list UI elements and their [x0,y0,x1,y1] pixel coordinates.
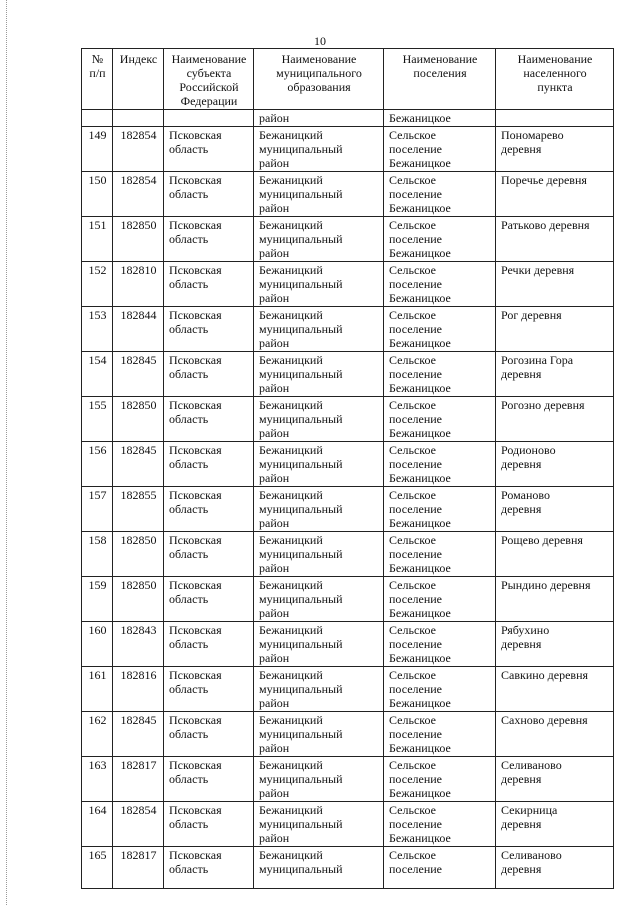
cell-index: 182845 [113,352,164,397]
cell-settlement: Сельское поселение Бежаницкое [384,397,496,442]
cell-index: 182816 [113,667,164,712]
cell-subject: Псковская область [164,532,254,577]
cell-settlement: Сельское поселение Бежаницкое [384,667,496,712]
cell-num: 162 [82,712,113,757]
table-row [82,487,614,532]
cell-locality: Пономарево деревня [496,127,614,172]
cell-subject: Псковская область [164,667,254,712]
cell-settlement: Сельское поселение Бежаницкое [384,757,496,802]
table-row [82,262,614,307]
table-row [82,577,614,622]
cell-num [82,110,113,127]
cell-municipal: Бежаницкий муниципальный район [254,802,384,847]
cell-municipal: район [254,110,384,127]
cell-num: 150 [82,172,113,217]
cell-settlement: Сельское поселение Бежаницкое [384,352,496,397]
cell-index: 182845 [113,712,164,757]
table-row [82,352,614,397]
cell-locality: Селиваново деревня [496,847,614,889]
cell-num: 155 [82,397,113,442]
cell-index: 182817 [113,847,164,889]
cell-locality: Родионово деревня [496,442,614,487]
cell-subject: Псковская область [164,577,254,622]
header-subject: Наименование субъекта Российской Федерации [164,49,254,110]
cell-num: 159 [82,577,113,622]
cell-subject: Псковская область [164,487,254,532]
cell-index: 182817 [113,757,164,802]
cell-municipal: Бежаницкий муниципальный район [254,667,384,712]
header-settlement: Наименование поселения [384,49,496,110]
cell-settlement: Сельское поселение Бежаницкое [384,712,496,757]
cell-municipal: Бежаницкий муниципальный район [254,307,384,352]
table-row [82,442,614,487]
cell-index: 182843 [113,622,164,667]
cell-index: 182854 [113,172,164,217]
cell-subject: Псковская область [164,127,254,172]
cell-locality: Рябухино деревня [496,622,614,667]
table-row [82,712,614,757]
cell-num: 161 [82,667,113,712]
cell-index: 182845 [113,442,164,487]
cell-index: 182850 [113,397,164,442]
cell-index: 182854 [113,127,164,172]
cell-subject: Псковская область [164,847,254,889]
cell-num: 156 [82,442,113,487]
table-row [82,622,614,667]
cell-locality: Рогозина Гора деревня [496,352,614,397]
cell-subject: Псковская область [164,802,254,847]
table-row [82,757,614,802]
cell-subject: Псковская область [164,442,254,487]
cell-municipal: Бежаницкий муниципальный район [254,352,384,397]
binding-edge [0,0,7,905]
cell-municipal: Бежаницкий муниципальный район [254,397,384,442]
cell-locality: Секирница деревня [496,802,614,847]
header-locality: Наименование населенного пункта [496,49,614,110]
cell-municipal: Бежаницкий муниципальный район [254,487,384,532]
cell-num: 149 [82,127,113,172]
cell-index: 182855 [113,487,164,532]
cell-index: 182850 [113,532,164,577]
page-number: 10 [314,34,326,48]
cell-index: 182810 [113,262,164,307]
table-row [82,172,614,217]
table-row [82,127,614,172]
cell-subject: Псковская область [164,622,254,667]
cell-municipal: Бежаницкий муниципальный район [254,217,384,262]
cell-settlement: Сельское поселение Бежаницкое [384,262,496,307]
cell-subject: Псковская область [164,172,254,217]
cell-municipal: Бежаницкий муниципальный район [254,442,384,487]
cell-index [113,110,164,127]
cell-num: 158 [82,532,113,577]
cell-locality: Савкино деревня [496,667,614,712]
table-row [82,802,614,847]
cell-num: 164 [82,802,113,847]
cell-settlement: Сельское поселение [384,847,496,889]
cell-num: 163 [82,757,113,802]
cell-settlement: Сельское поселение Бежаницкое [384,307,496,352]
table-row [82,397,614,442]
cell-subject: Псковская область [164,352,254,397]
cell-num: 165 [82,847,113,889]
cell-settlement: Сельское поселение Бежаницкое [384,127,496,172]
cell-subject: Псковская область [164,397,254,442]
cell-locality: Сахново деревня [496,712,614,757]
cell-municipal: Бежаницкий муниципальный район [254,532,384,577]
cell-settlement: Сельское поселение Бежаницкое [384,217,496,262]
cell-settlement: Сельское поселение Бежаницкое [384,577,496,622]
cell-subject: Псковская область [164,262,254,307]
cell-num: 152 [82,262,113,307]
cell-municipal: Бежаницкий муниципальный район [254,262,384,307]
table-row [82,847,614,889]
cell-municipal: Бежаницкий муниципальный район [254,757,384,802]
cell-locality [496,110,614,127]
table-row [82,532,614,577]
cell-num: 153 [82,307,113,352]
cell-municipal: Бежаницкий муниципальный район [254,127,384,172]
cell-municipal: Бежаницкий муниципальный район [254,712,384,757]
cell-subject [164,110,254,127]
cell-locality: Рощево деревня [496,532,614,577]
cell-locality: Рогозно деревня [496,397,614,442]
settlements-table [81,48,614,889]
cell-num: 157 [82,487,113,532]
cell-locality: Речки деревня [496,262,614,307]
cell-index: 182844 [113,307,164,352]
cell-locality: Поречье деревня [496,172,614,217]
cell-subject: Псковская область [164,712,254,757]
cell-locality: Селиваново деревня [496,757,614,802]
cell-locality: Романово деревня [496,487,614,532]
cell-municipal: Бежаницкий муниципальный район [254,577,384,622]
continuation-row [82,110,614,127]
header-municipal: Наименование муниципального образования [254,49,384,110]
cell-index: 182854 [113,802,164,847]
cell-settlement: Сельское поселение Бежаницкое [384,622,496,667]
cell-subject: Псковская область [164,757,254,802]
cell-municipal: Бежаницкий муниципальный район [254,172,384,217]
cell-subject: Псковская область [164,307,254,352]
header-index: Индекс [113,49,164,110]
cell-settlement: Сельское поселение Бежаницкое [384,802,496,847]
header-row [82,49,614,110]
cell-locality: Рындино деревня [496,577,614,622]
cell-index: 182850 [113,577,164,622]
table-row [82,667,614,712]
cell-num: 154 [82,352,113,397]
cell-subject: Псковская область [164,217,254,262]
table-row [82,217,614,262]
table-row [82,307,614,352]
cell-num: 160 [82,622,113,667]
cell-municipal: Бежаницкий муниципальный район [254,622,384,667]
cell-municipal: Бежаницкий муниципальный [254,847,384,889]
cell-locality: Ратьково деревня [496,217,614,262]
cell-settlement: Сельское поселение Бежаницкое [384,487,496,532]
cell-settlement: Сельское поселение Бежаницкое [384,442,496,487]
cell-locality: Рог деревня [496,307,614,352]
cell-index: 182850 [113,217,164,262]
cell-settlement: Бежаницкое [384,110,496,127]
cell-settlement: Сельское поселение Бежаницкое [384,532,496,577]
header-num: № п/п [82,49,113,110]
cell-num: 151 [82,217,113,262]
cell-settlement: Сельское поселение Бежаницкое [384,172,496,217]
